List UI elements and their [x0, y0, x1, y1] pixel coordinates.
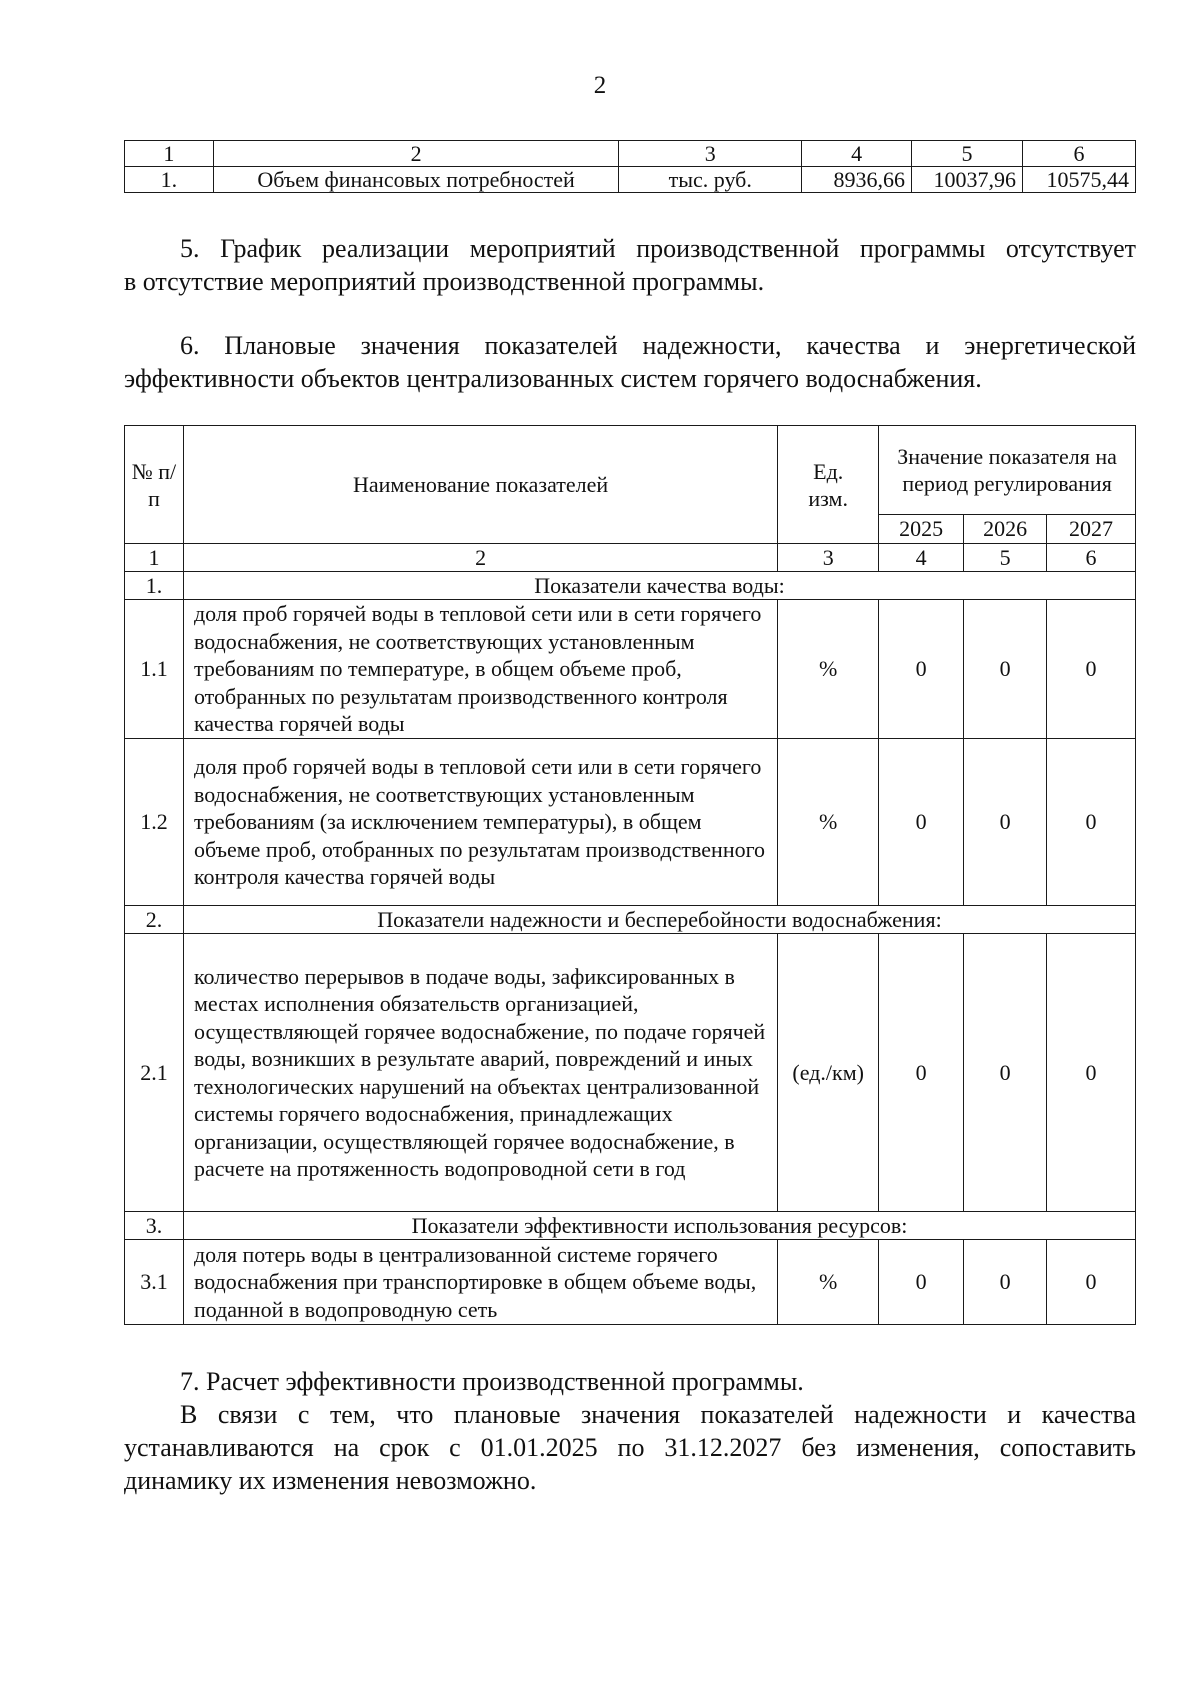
section-num: 3. — [125, 1212, 184, 1240]
section-num: 2. — [125, 906, 184, 934]
header-num: № п/п — [125, 426, 184, 544]
section-row — [125, 1212, 1136, 1240]
page-number: 2 — [593, 72, 607, 99]
indicator-unit: % — [778, 739, 879, 906]
section-6-line: эффективности объектов централизованных систем горячего водоснабжения. — [124, 364, 982, 393]
finance-row-value-2026: 10037,96 — [912, 167, 1023, 193]
indicator-row — [125, 739, 1136, 906]
finance-header-cell: 3 — [619, 141, 802, 167]
section-5-line: в отсутствие мероприятий производственной программы. — [124, 267, 765, 296]
section-6-paragraph — [124, 329, 1136, 395]
indicator-num: 3.1 — [125, 1240, 184, 1325]
indicator-unit: (ед./км) — [778, 934, 879, 1212]
index-cell: 4 — [879, 544, 964, 572]
section-num: 1. — [125, 572, 184, 600]
indicator-num: 1.2 — [125, 739, 184, 906]
indicator-value-2026: 0 — [964, 1240, 1047, 1325]
indicator-value-2026: 0 — [964, 600, 1047, 739]
section-7-line: динамику их изменения невозможно. — [124, 1466, 537, 1495]
header-year-2027: 2027 — [1047, 515, 1136, 544]
section-7-paragraph — [124, 1365, 1136, 1497]
header-year-2025: 2025 — [879, 515, 964, 544]
indicators-table — [124, 425, 1136, 1325]
section-row — [125, 906, 1136, 934]
finance-header-cell: 5 — [912, 141, 1023, 167]
indicator-value-2027: 0 — [1047, 934, 1136, 1212]
indicator-unit: % — [778, 1240, 879, 1325]
index-cell: 1 — [125, 544, 184, 572]
section-7-line: устанавливаются на срок с 01.01.2025 по 31.12.2027 без изменения, сопоставить — [124, 1433, 1136, 1462]
finance-row-value-2027: 10575,44 — [1022, 167, 1135, 193]
finance-header-cell: 1 — [125, 141, 214, 167]
indicators-index-row — [125, 544, 1136, 572]
header-name: Наименование показателей — [183, 426, 777, 544]
indicator-num: 1.1 — [125, 600, 184, 739]
index-cell: 5 — [964, 544, 1047, 572]
indicator-row — [125, 1240, 1136, 1325]
finance-row-name: Объем финансовых потребностей — [213, 167, 619, 193]
section-row — [125, 572, 1136, 600]
indicator-value-2025: 0 — [879, 600, 964, 739]
finance-row-num: 1. — [125, 167, 214, 193]
indicator-name: доля проб горячей воды в тепловой сети или в сети горячего водоснабжения, не соответствующих установленным требованиям по температуре, в общем объеме проб, отобранных по результатам производственного контроля качества горячей воды — [183, 600, 777, 739]
section-6-line: 6. Плановые значения показателей надежности, качества и энергетической — [180, 331, 1136, 360]
indicator-row — [125, 600, 1136, 739]
indicators-header-row — [125, 426, 1136, 515]
section-7-line: В связи с тем, что плановые значения показателей надежности и качества — [180, 1400, 1136, 1429]
section-title: Показатели качества воды: — [183, 572, 1135, 600]
section-title: Показатели эффективности использования ресурсов: — [183, 1212, 1135, 1240]
finance-row-value-2025: 8936,66 — [802, 167, 912, 193]
indicator-value-2027: 0 — [1047, 739, 1136, 906]
finance-header-cell: 2 — [213, 141, 619, 167]
header-period: Значение показателя на период регулирования — [879, 426, 1136, 515]
indicator-name: количество перерывов в подаче воды, зафиксированных в местах исполнения обязательств организацией, осуществляющей горячее водоснабжение, по подаче горячей воды, возникших в результате аварий, повреждений и иных технологических нарушений на объектах централизованной системы горячего водоснабжения, принадлежащих организации, осуществляющей горячее водоснабжение, в расчете на протяженность водопроводной сети в год — [183, 934, 777, 1212]
header-unit: Ед. изм. — [778, 426, 879, 544]
indicator-row — [125, 934, 1136, 1212]
finance-table-header-row — [125, 141, 1136, 167]
finance-table — [124, 140, 1136, 193]
indicator-value-2026: 0 — [964, 934, 1047, 1212]
indicator-value-2027: 0 — [1047, 600, 1136, 739]
indicator-value-2026: 0 — [964, 739, 1047, 906]
index-cell: 6 — [1047, 544, 1136, 572]
section-7-title: 7. Расчет эффективности производственной программы. — [180, 1367, 804, 1396]
section-5-paragraph — [124, 232, 1136, 298]
index-cell: 3 — [778, 544, 879, 572]
section-5-line: 5. График реализации мероприятий производственной программы отсутствует — [180, 234, 1136, 263]
indicator-value-2027: 0 — [1047, 1240, 1136, 1325]
indicator-name: доля проб горячей воды в тепловой сети или в сети горячего водоснабжения, не соответствующих установленным требованиям (за исключением температуры), в общем объеме проб, отобранных по результатам производственного контроля качества горячей воды — [183, 739, 777, 906]
finance-row-unit: тыс. руб. — [619, 167, 802, 193]
header-year-2026: 2026 — [964, 515, 1047, 544]
finance-table-row — [125, 167, 1136, 193]
indicator-value-2025: 0 — [879, 1240, 964, 1325]
index-cell: 2 — [183, 544, 777, 572]
indicator-value-2025: 0 — [879, 934, 964, 1212]
indicator-unit: % — [778, 600, 879, 739]
finance-header-cell: 6 — [1022, 141, 1135, 167]
indicator-value-2025: 0 — [879, 739, 964, 906]
finance-header-cell: 4 — [802, 141, 912, 167]
indicator-num: 2.1 — [125, 934, 184, 1212]
indicator-name: доля потерь воды в централизованной системе горячего водоснабжения при транспортировке в общем объеме воды, поданной в водопроводную сеть — [183, 1240, 777, 1325]
section-title: Показатели надежности и бесперебойности водоснабжения: — [183, 906, 1135, 934]
